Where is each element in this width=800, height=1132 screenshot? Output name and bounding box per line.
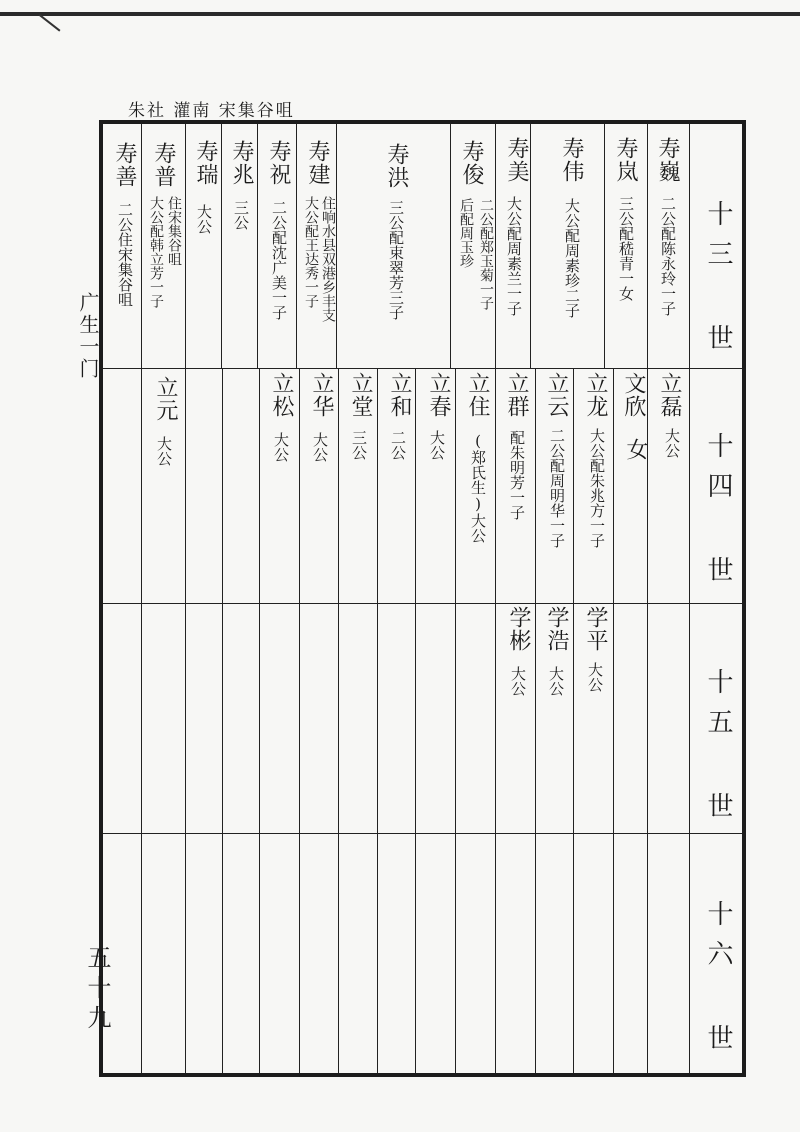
- person-note: 后配周玉珍: [458, 198, 474, 268]
- column-divider: [647, 124, 648, 368]
- column-divider: [338, 368, 339, 1073]
- person-note: 二公: [389, 430, 407, 460]
- column-divider: [221, 124, 222, 368]
- generation-label-15: 十五 世: [703, 668, 733, 832]
- column-divider: [450, 124, 451, 368]
- column-divider: [535, 368, 536, 1073]
- person-name: 立松: [269, 372, 294, 418]
- person-note: 大公: [155, 436, 173, 466]
- person-note: 二公住宋集谷咀: [116, 202, 134, 307]
- corner-mark: [39, 14, 61, 32]
- column-divider: [296, 124, 297, 368]
- column-divider: [185, 368, 186, 1073]
- column-divider: [377, 368, 378, 1073]
- person-name: 寿建: [305, 140, 330, 186]
- person-note: 配朱明芳一子: [508, 430, 526, 520]
- generation-label-16: 十六 世: [703, 900, 733, 1064]
- person-note: 二公配陈永玲一子: [659, 196, 677, 316]
- person-note: 二公配周明华一子: [548, 428, 566, 548]
- person-note: 女: [623, 438, 648, 461]
- person-name: 寿洪: [384, 143, 409, 189]
- person-name: 寿普: [151, 142, 176, 188]
- person-name: 学浩: [544, 606, 569, 652]
- person-note: 大公配周素兰一子: [505, 196, 523, 316]
- column-divider: [647, 368, 648, 1073]
- column-divider: [495, 124, 496, 368]
- person-note: 大公: [272, 432, 290, 462]
- person-name: 立住: [465, 372, 490, 418]
- person-name: 学彬: [506, 606, 531, 652]
- column-divider: [222, 368, 223, 1073]
- column-divider: [257, 124, 258, 368]
- person-name: 立磊: [657, 372, 682, 418]
- person-name: 寿俊: [459, 140, 484, 186]
- person-note: 三公: [232, 200, 250, 230]
- top-border-line: [0, 12, 800, 16]
- person-name: 立群: [504, 372, 529, 418]
- column-divider: [415, 368, 416, 1073]
- person-note: 大公: [663, 428, 681, 458]
- person-note: 大公配朱兆方一子: [588, 428, 606, 548]
- generation-column-divider: [689, 124, 690, 1073]
- column-divider: [141, 124, 142, 368]
- person-note: 大公: [195, 204, 213, 234]
- person-name: 寿祝: [266, 140, 291, 186]
- person-name: 寿巍: [655, 137, 680, 183]
- person-note: (郑氏生)大公: [469, 432, 487, 543]
- person-note: 大公: [547, 666, 565, 696]
- column-divider: [455, 368, 456, 1073]
- page-number: 五十九: [83, 945, 111, 1035]
- person-note: 三公配嵇青一女: [617, 196, 635, 301]
- person-name: 立春: [426, 372, 451, 418]
- column-divider: [141, 368, 142, 1073]
- person-note: 三公配束翠芳三子: [387, 200, 405, 320]
- person-note: 住响水县双港乡丰支: [320, 196, 336, 322]
- person-name: 立堂: [348, 372, 373, 418]
- person-name: 学平: [583, 606, 608, 652]
- generation-label-13: 十三 世: [703, 200, 733, 364]
- column-divider: [613, 368, 614, 1073]
- person-name: 立元: [153, 376, 178, 422]
- person-name: 寿瑞: [193, 140, 218, 186]
- person-note: 大公配王达秀一子: [303, 196, 319, 308]
- page-header: 朱社 灌南 宋集谷咀: [128, 101, 295, 121]
- person-note: 住宋集谷咀: [166, 196, 182, 266]
- person-note: 大公: [586, 662, 604, 692]
- person-note: 二公配沈广美一子: [270, 200, 288, 320]
- person-name: 寿美: [504, 137, 529, 183]
- person-note: 大公配韩立芳一子: [148, 196, 164, 308]
- column-divider: [336, 124, 337, 368]
- column-divider: [259, 368, 260, 1073]
- generation-label-14: 十四 世: [703, 432, 733, 596]
- column-divider: [185, 124, 186, 368]
- person-note: 大公配周素珍二子: [563, 198, 581, 318]
- person-name: 立华: [309, 372, 334, 418]
- genealogy-table-frame: [99, 120, 746, 1077]
- column-divider: [604, 124, 605, 368]
- person-note: 三公: [350, 430, 368, 460]
- person-note: 大公: [509, 666, 527, 696]
- person-name: 立龙: [583, 372, 608, 418]
- person-name: 寿兆: [229, 140, 254, 186]
- person-name: 立云: [544, 372, 569, 418]
- person-name: 寿伟: [559, 137, 584, 183]
- column-divider: [299, 368, 300, 1073]
- person-name: 寿善: [112, 142, 137, 188]
- person-name: 文欣: [621, 372, 646, 418]
- person-note: 二公配郑玉菊一子: [478, 198, 494, 310]
- person-note: 大公: [311, 432, 329, 462]
- person-name: 寿岚: [613, 137, 638, 183]
- column-divider: [495, 368, 496, 1073]
- lineage-side-label: 广生一门: [76, 292, 100, 380]
- column-divider: [573, 368, 574, 1073]
- person-note: 大公: [428, 430, 446, 460]
- person-name: 立和: [387, 372, 412, 418]
